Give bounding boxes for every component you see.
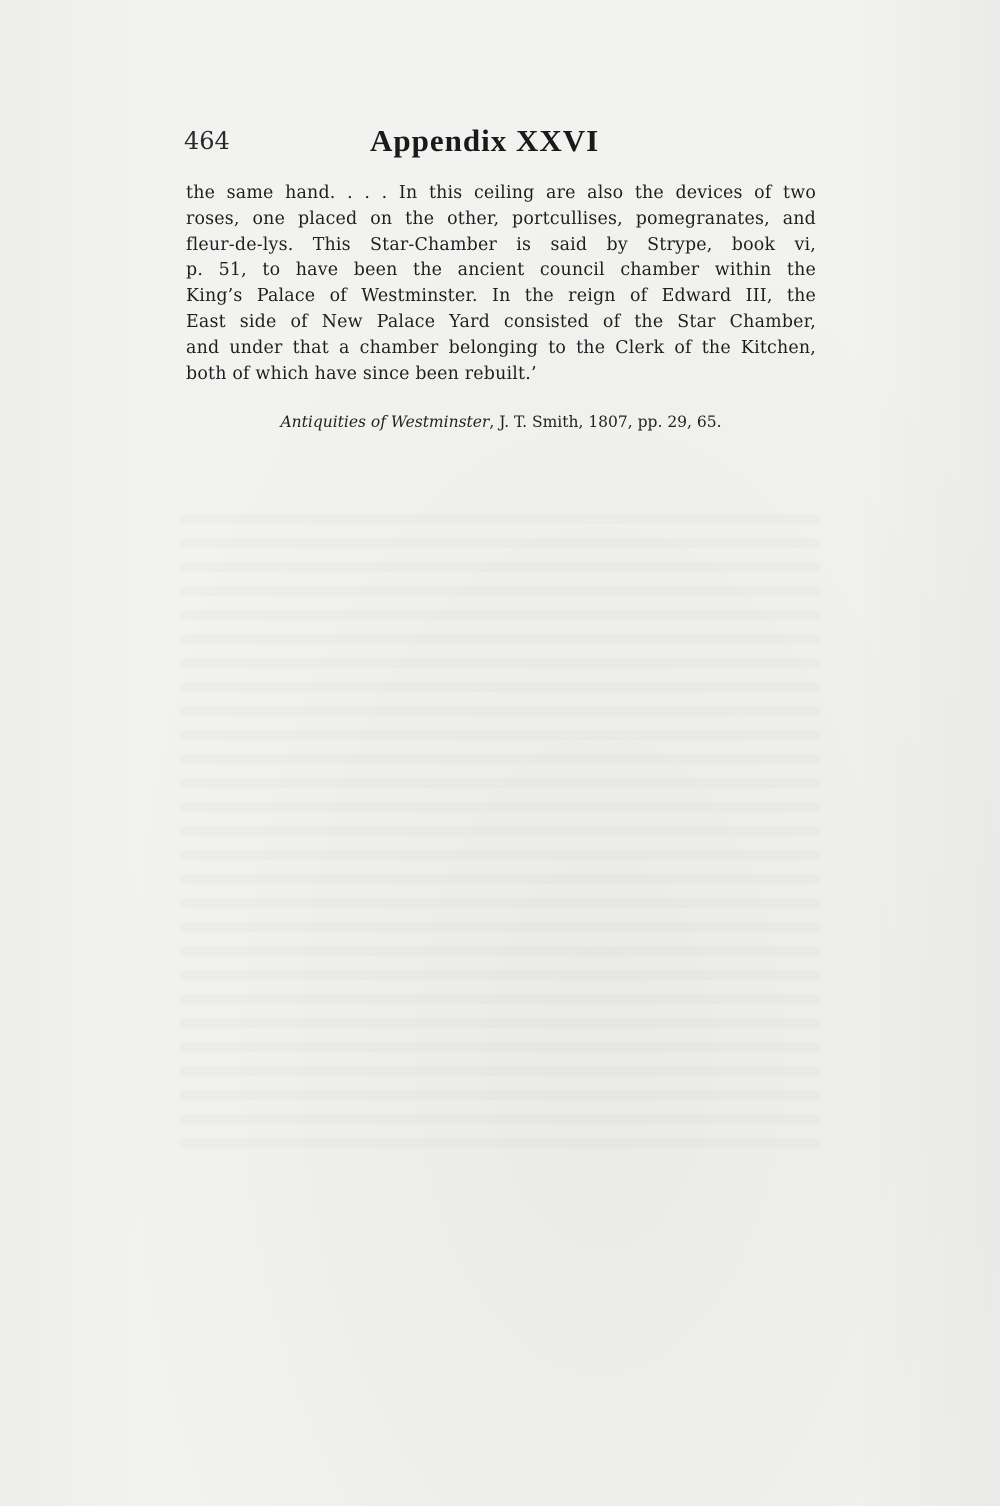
- running-title: Appendix XXVI: [370, 123, 600, 158]
- body-line: both of which have since been rebuilt.’: [186, 363, 537, 384]
- body-line: King’s Palace of Westminster. In the reign of Edward III, the: [186, 286, 816, 307]
- citation-work-title: Antiquities of Westminster: [280, 413, 490, 431]
- body-line: and under that a chamber belonging to the Clerk of the Kitchen,: [186, 337, 816, 358]
- running-head: [184, 123, 816, 162]
- body-line: fleur-de-lys. This Star-Chamber is said by Strype, book vi,: [186, 234, 816, 255]
- body-paragraph: [186, 181, 816, 387]
- body-line: p. 51, to have been the ancient council chamber within the: [186, 260, 816, 281]
- body-line: East side of New Palace Yard consisted of the Star Chamber,: [186, 311, 816, 332]
- citation: [186, 411, 816, 433]
- body-line: the same hand. . . . In this ceiling are also the devices of two: [186, 183, 816, 203]
- show-through-shadow: [180, 500, 820, 1150]
- body-line: roses, one placed on the other, portcullises, pomegranates, and: [186, 208, 816, 229]
- citation-details: , J. T. Smith, 1807, pp. 29, 65.: [489, 413, 722, 431]
- page-number: 464: [184, 127, 230, 155]
